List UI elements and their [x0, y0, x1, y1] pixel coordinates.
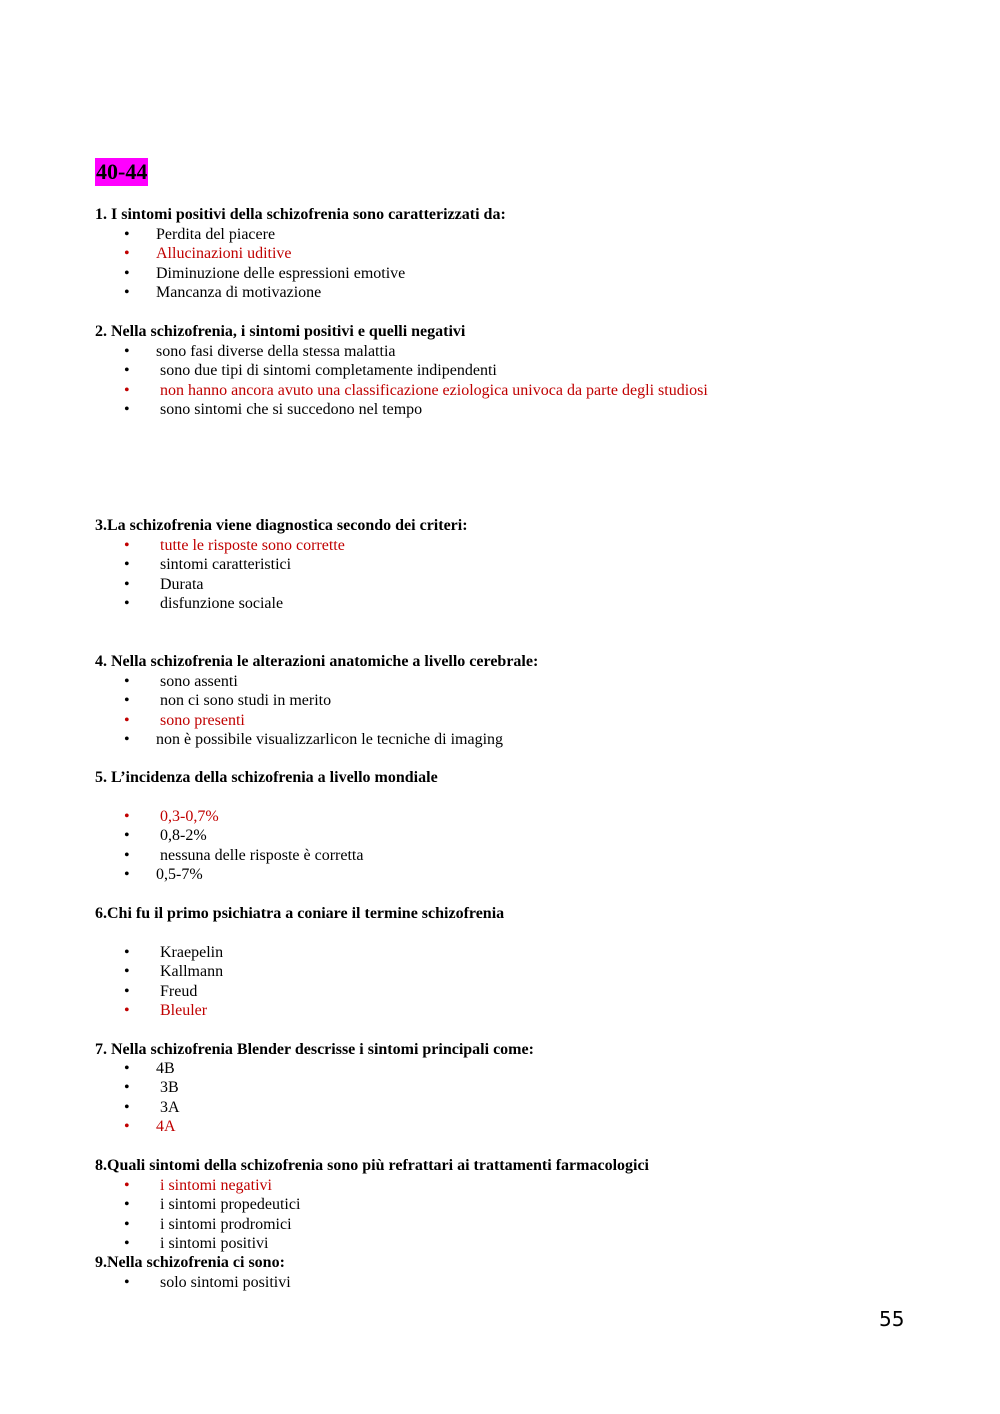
- question-9: 9.Nella schizofrenia ci sono:: [95, 1254, 285, 1271]
- answer-option-text: i sintomi positivi: [160, 1235, 269, 1253]
- answer-option: [0, 283, 1000, 302]
- answer-option-text: i sintomi propedeutici: [160, 1196, 301, 1214]
- question-1: 1. I sintomi positivi della schizofrenia sono caratterizzati da:: [95, 206, 506, 223]
- answer-option-text: i sintomi prodromici: [160, 1215, 292, 1233]
- answer-option: [0, 555, 1000, 574]
- question-3: 3.La schizofrenia viene diagnostica secondo dei criteri:: [95, 517, 468, 534]
- answer-option: [0, 672, 1000, 691]
- answer-option-text: Kraepelin: [160, 944, 224, 961]
- answer-option-text: non è possibile visualizzarlicon le tecniche di imaging: [156, 731, 504, 749]
- bullet-icon: •: [124, 1060, 130, 1077]
- bullet-icon: •: [124, 731, 130, 749]
- bullet-icon: •: [124, 1235, 130, 1253]
- answer-option-text: 3A: [160, 1098, 180, 1116]
- answer-option-correct-text: non hanno ancora avuto una classificazione eziologica univoca da parte degli studiosi: [160, 381, 708, 399]
- answer-option-text: disfunzione sociale: [160, 595, 284, 613]
- page-number: 55: [879, 1307, 905, 1331]
- bullet-icon: •: [124, 692, 130, 710]
- bullet-icon: •: [124, 1098, 130, 1116]
- answer-option-text: Durata: [160, 575, 204, 593]
- question-7: 7. Nella schizofrenia Blender descrisse i sintomi principali come:: [95, 1041, 534, 1058]
- answer-option: [0, 807, 1000, 826]
- bullet-icon: •: [124, 711, 130, 729]
- answer-option-correct-text: 0,3-0,7%: [160, 808, 219, 825]
- bullet-icon: •: [124, 537, 130, 554]
- answer-option-text: Kallmann: [160, 963, 224, 981]
- answer-option: [0, 381, 1000, 400]
- answer-option: [0, 1234, 1000, 1253]
- question-6: 6.Chi fu il primo psichiatra a coniare il termine schizofrenia: [95, 905, 505, 922]
- answer-option: [0, 594, 1000, 613]
- bullet-icon: •: [124, 963, 130, 981]
- answer-option: [0, 1195, 1000, 1214]
- answer-option-text: non ci sono studi in merito: [160, 692, 332, 710]
- answer-option-text: solo sintomi positivi: [160, 1274, 291, 1291]
- answer-option: [0, 1117, 1000, 1136]
- answer-option: [0, 846, 1000, 865]
- bullet-icon: •: [124, 982, 130, 1000]
- answer-option-correct-text: tutte le risposte sono corrette: [160, 537, 345, 554]
- answer-option-text: Diminuzione delle espressioni emotive: [156, 264, 406, 282]
- answer-option: [0, 536, 1000, 555]
- answer-option: [0, 1078, 1000, 1097]
- answer-option: [0, 1215, 1000, 1234]
- answer-option: [0, 575, 1000, 594]
- answer-option-text: Perdita del piacere: [156, 226, 276, 243]
- answer-option: [0, 1273, 1000, 1292]
- answer-option-correct-text: Allucinazioni uditive: [156, 245, 292, 263]
- answer-option: [0, 943, 1000, 962]
- answer-option: [0, 361, 1000, 380]
- answer-option-text: sono assenti: [160, 673, 238, 690]
- bullet-icon: •: [124, 245, 130, 263]
- bullet-icon: •: [124, 1002, 130, 1020]
- answer-option-text: 4B: [156, 1060, 175, 1077]
- answer-option: [0, 730, 1000, 749]
- bullet-icon: •: [124, 846, 130, 864]
- question-2: 2. Nella schizofrenia, i sintomi positivi e quelli negativi: [95, 323, 466, 340]
- answer-option-correct-text: 4A: [156, 1118, 176, 1136]
- bullet-icon: •: [124, 556, 130, 574]
- answer-option-text: 0,5-7%: [156, 866, 203, 884]
- bullet-icon: •: [124, 595, 130, 613]
- answer-option-text: sono sintomi che si succedono nel tempo: [160, 401, 423, 419]
- answer-option-text: Mancanza di motivazione: [156, 284, 322, 302]
- answer-option-text: nessuna delle risposte è corretta: [160, 846, 364, 864]
- bullet-icon: •: [124, 1274, 130, 1291]
- answer-option: [0, 1001, 1000, 1020]
- answer-option: [0, 244, 1000, 263]
- answer-option-correct-text: sono presenti: [160, 711, 245, 729]
- answer-option: [0, 982, 1000, 1001]
- answer-option-correct-text: i sintomi negativi: [160, 1177, 272, 1194]
- bullet-icon: •: [124, 381, 130, 399]
- answer-option: [0, 865, 1000, 884]
- answer-option: [0, 1059, 1000, 1078]
- answer-option-text: 3B: [160, 1079, 179, 1097]
- bullet-icon: •: [124, 1196, 130, 1214]
- bullet-icon: •: [124, 827, 130, 845]
- answer-option-correct-text: Bleuler: [160, 1002, 208, 1020]
- answer-option: [0, 1176, 1000, 1195]
- bullet-icon: •: [124, 284, 130, 302]
- bullet-icon: •: [124, 1118, 130, 1136]
- bullet-icon: •: [124, 1215, 130, 1233]
- answer-option-text: sintomi caratteristici: [160, 556, 292, 574]
- question-5: 5. L’incidenza della schizofrenia a livello mondiale: [95, 769, 438, 786]
- answer-option: [0, 711, 1000, 730]
- answer-option: [0, 264, 1000, 283]
- bullet-icon: •: [124, 1177, 130, 1194]
- bullet-icon: •: [124, 401, 130, 419]
- bullet-icon: •: [124, 362, 130, 380]
- question-8: 8.Quali sintomi della schizofrenia sono più refrattari ai trattamenti farmacologici: [95, 1157, 649, 1174]
- answer-option-text: sono fasi diverse della stessa malattia: [156, 343, 396, 360]
- answer-option-text: sono due tipi di sintomi completamente indipendenti: [160, 362, 497, 380]
- answer-option-text: Freud: [160, 982, 198, 1000]
- answer-option: [0, 342, 1000, 361]
- answer-option-text: 0,8-2%: [160, 827, 207, 845]
- answer-option: [0, 225, 1000, 244]
- answer-option: [0, 962, 1000, 981]
- answer-option: [0, 691, 1000, 710]
- bullet-icon: •: [124, 226, 130, 243]
- bullet-icon: •: [124, 343, 130, 360]
- bullet-icon: •: [124, 264, 130, 282]
- answer-option: [0, 400, 1000, 419]
- answer-option: [0, 826, 1000, 845]
- section-tag: 40-44: [96, 159, 148, 184]
- bullet-icon: •: [124, 866, 130, 884]
- bullet-icon: •: [124, 575, 130, 593]
- bullet-icon: •: [124, 1079, 130, 1097]
- answer-option: [0, 1098, 1000, 1117]
- bullet-icon: •: [124, 944, 130, 961]
- bullet-icon: •: [124, 808, 130, 825]
- bullet-icon: •: [124, 673, 130, 690]
- question-4: 4. Nella schizofrenia le alterazioni anatomiche a livello cerebrale:: [95, 653, 539, 670]
